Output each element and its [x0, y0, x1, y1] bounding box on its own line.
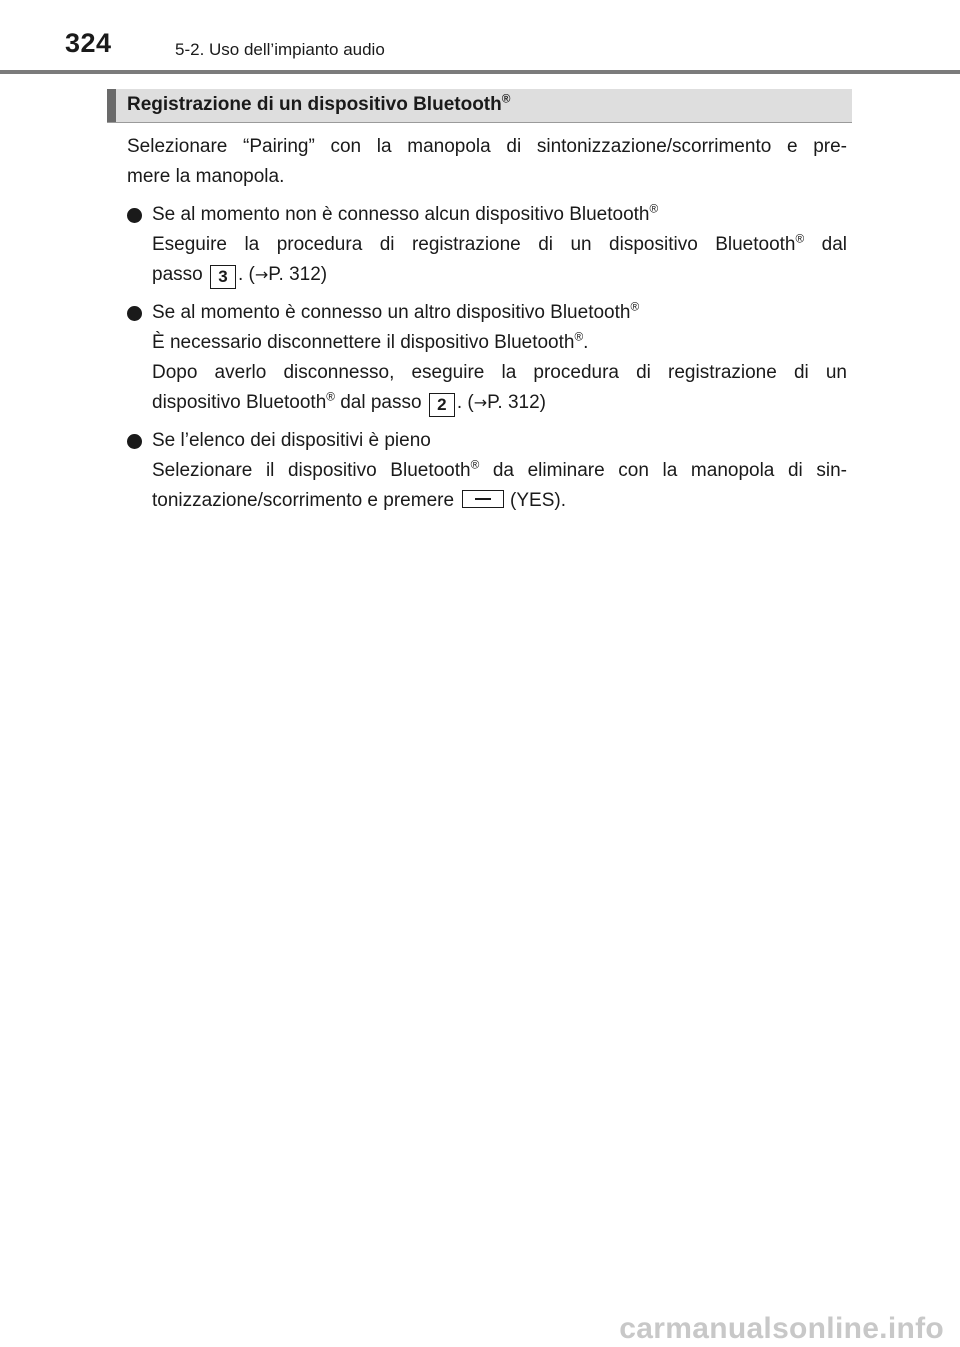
bullet-line: Dopo averlo disconnesso, eseguire la procedura di registrazione di un [152, 362, 847, 383]
section-header-bar [107, 89, 852, 122]
watermark: carmanualsonline.info [619, 1312, 944, 1345]
running-head: 5-2. Uso dell’impianto audio [175, 40, 385, 59]
bullet-dot-icon [127, 434, 142, 449]
intro-paragraph [127, 132, 847, 192]
bullet-item [127, 200, 847, 290]
bullet-line: passo 3 . (→P. 312) [152, 260, 847, 290]
step-number-box: 3 [210, 265, 236, 289]
arrow-right-icon: → [473, 393, 488, 412]
bullet-dot-icon [127, 208, 142, 223]
bullet-line: Eseguire la procedura di registrazione di un dispositivo Bluetooth® dal [152, 232, 848, 255]
section-rule [107, 122, 852, 123]
bullet-line: Selezionare il dispositivo Bluetooth® da eliminare con la manopola di sin- [152, 458, 847, 481]
arrow-right-icon: → [254, 265, 269, 284]
bullet-heading: Se l’elenco dei dispositivi è pieno [152, 430, 431, 451]
bullet-item [127, 426, 847, 516]
bullet-heading: Se al momento non è connesso alcun dispositivo Bluetooth® [152, 202, 659, 225]
page-number: 324 [65, 28, 112, 58]
bullet-line: È necessario disconnettere il dispositivo Bluetooth®. [152, 330, 589, 353]
bullet-dot-icon [127, 306, 142, 321]
step-number-box: 2 [429, 393, 455, 417]
section-accent [107, 89, 116, 122]
bullet-line: tonizzazione/scorrimento e premere (YES). [152, 490, 566, 511]
dash-button-icon [462, 490, 504, 508]
bullet-line: dispositivo Bluetooth® dal passo 2 . (→P. 312) [152, 388, 847, 418]
bullet-item [127, 298, 847, 418]
bullet-heading: Se al momento è connesso un altro dispositivo Bluetooth® [152, 300, 640, 323]
content [127, 132, 847, 524]
intro-line: Selezionare “Pairing” con la manopola di sintonizzazione/scorrimento e pre- [127, 136, 847, 157]
registered-mark: ® [501, 92, 511, 106]
section-title: Registrazione di un dispositivo Bluetooth® [127, 92, 511, 115]
top-rule [0, 70, 960, 74]
intro-line: mere la manopola. [127, 166, 285, 187]
